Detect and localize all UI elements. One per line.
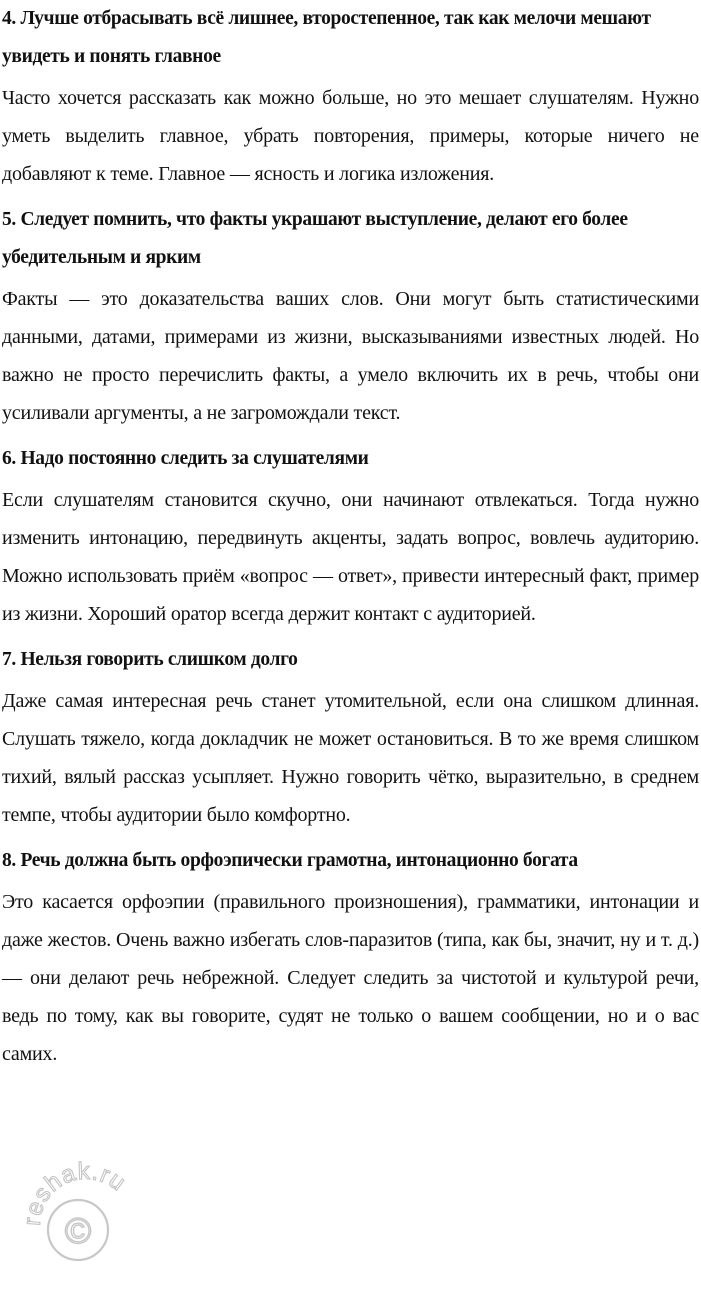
section-body: Даже самая интересная речь станет утомительной, если она слишком длинная. Слушать тяжело, когда докладчик не может остановиться. В то же время слишком тихий, вялый рассказ усыпляет. Нужно говорить чётко, выразительно, в среднем темпе, чтобы аудитории было комфортно. [2, 690, 699, 826]
section-5 [2, 201, 699, 432]
copyright-icon [18, 1148, 148, 1278]
section-heading: 8. Речь должна быть орфоэпически грамотна, интонационно богата [2, 850, 578, 871]
svg-text:reshak.ru [19, 1158, 131, 1227]
section-heading: 6. Надо постоянно следить за слушателями [2, 448, 369, 469]
section-body: Это касается орфоэпии (правильного произношения), грамматики, интонации и даже жестов. Очень важно избегать слов-паразитов (типа, как бы, значит, ну и т. д.) — они делают речь небрежной. Следует следить за чистотой и культурой речи, ведь по тому, как вы говорите, судят не только о вашем сообщении, но и о вас самих. [2, 891, 699, 1065]
document-page [2, 0, 699, 1081]
section-6 [2, 440, 699, 633]
watermark-symbol: © [64, 1210, 92, 1251]
section-body: Часто хочется рассказать как можно больше, но это мешает слушателям. Нужно уметь выделить главное, убрать повторения, примеры, которые ничего не добавляют к теме. Главное — ясность и логика изложения. [2, 87, 699, 185]
section-body: Факты — это доказательства ваших слов. Они могут быть статистическими данными, датами, примерами из жизни, высказываниями известных людей. Но важно не просто перечислить факты, а умело включить их в речь, чтобы они усиливали аргументы, а не загромождали текст. [2, 288, 699, 424]
section-4 [2, 0, 699, 193]
section-body: Если слушателям становится скучно, они начинают отвлекаться. Тогда нужно изменить интонацию, передвинуть акценты, задать вопрос, вовлечь аудиторию. Можно использовать приём «вопрос — ответ», привести интересный факт, пример из жизни. Хороший оратор всегда держит контакт с аудиторией. [2, 489, 699, 625]
section-heading: 5. Следует помнить, что факты украшают выступление, делают его более убедительным и ярким [2, 209, 628, 268]
section-heading: 7. Нельзя говорить слишком долго [2, 649, 298, 670]
watermark [18, 1148, 148, 1278]
section-7 [2, 641, 699, 834]
section-8 [2, 842, 699, 1073]
section-heading: 4. Лучше отбрасывать всё лишнее, второстепенное, так как мелочи мешают увидеть и понять главное [2, 8, 651, 67]
watermark-text: reshak.ru [18, 1157, 132, 1227]
